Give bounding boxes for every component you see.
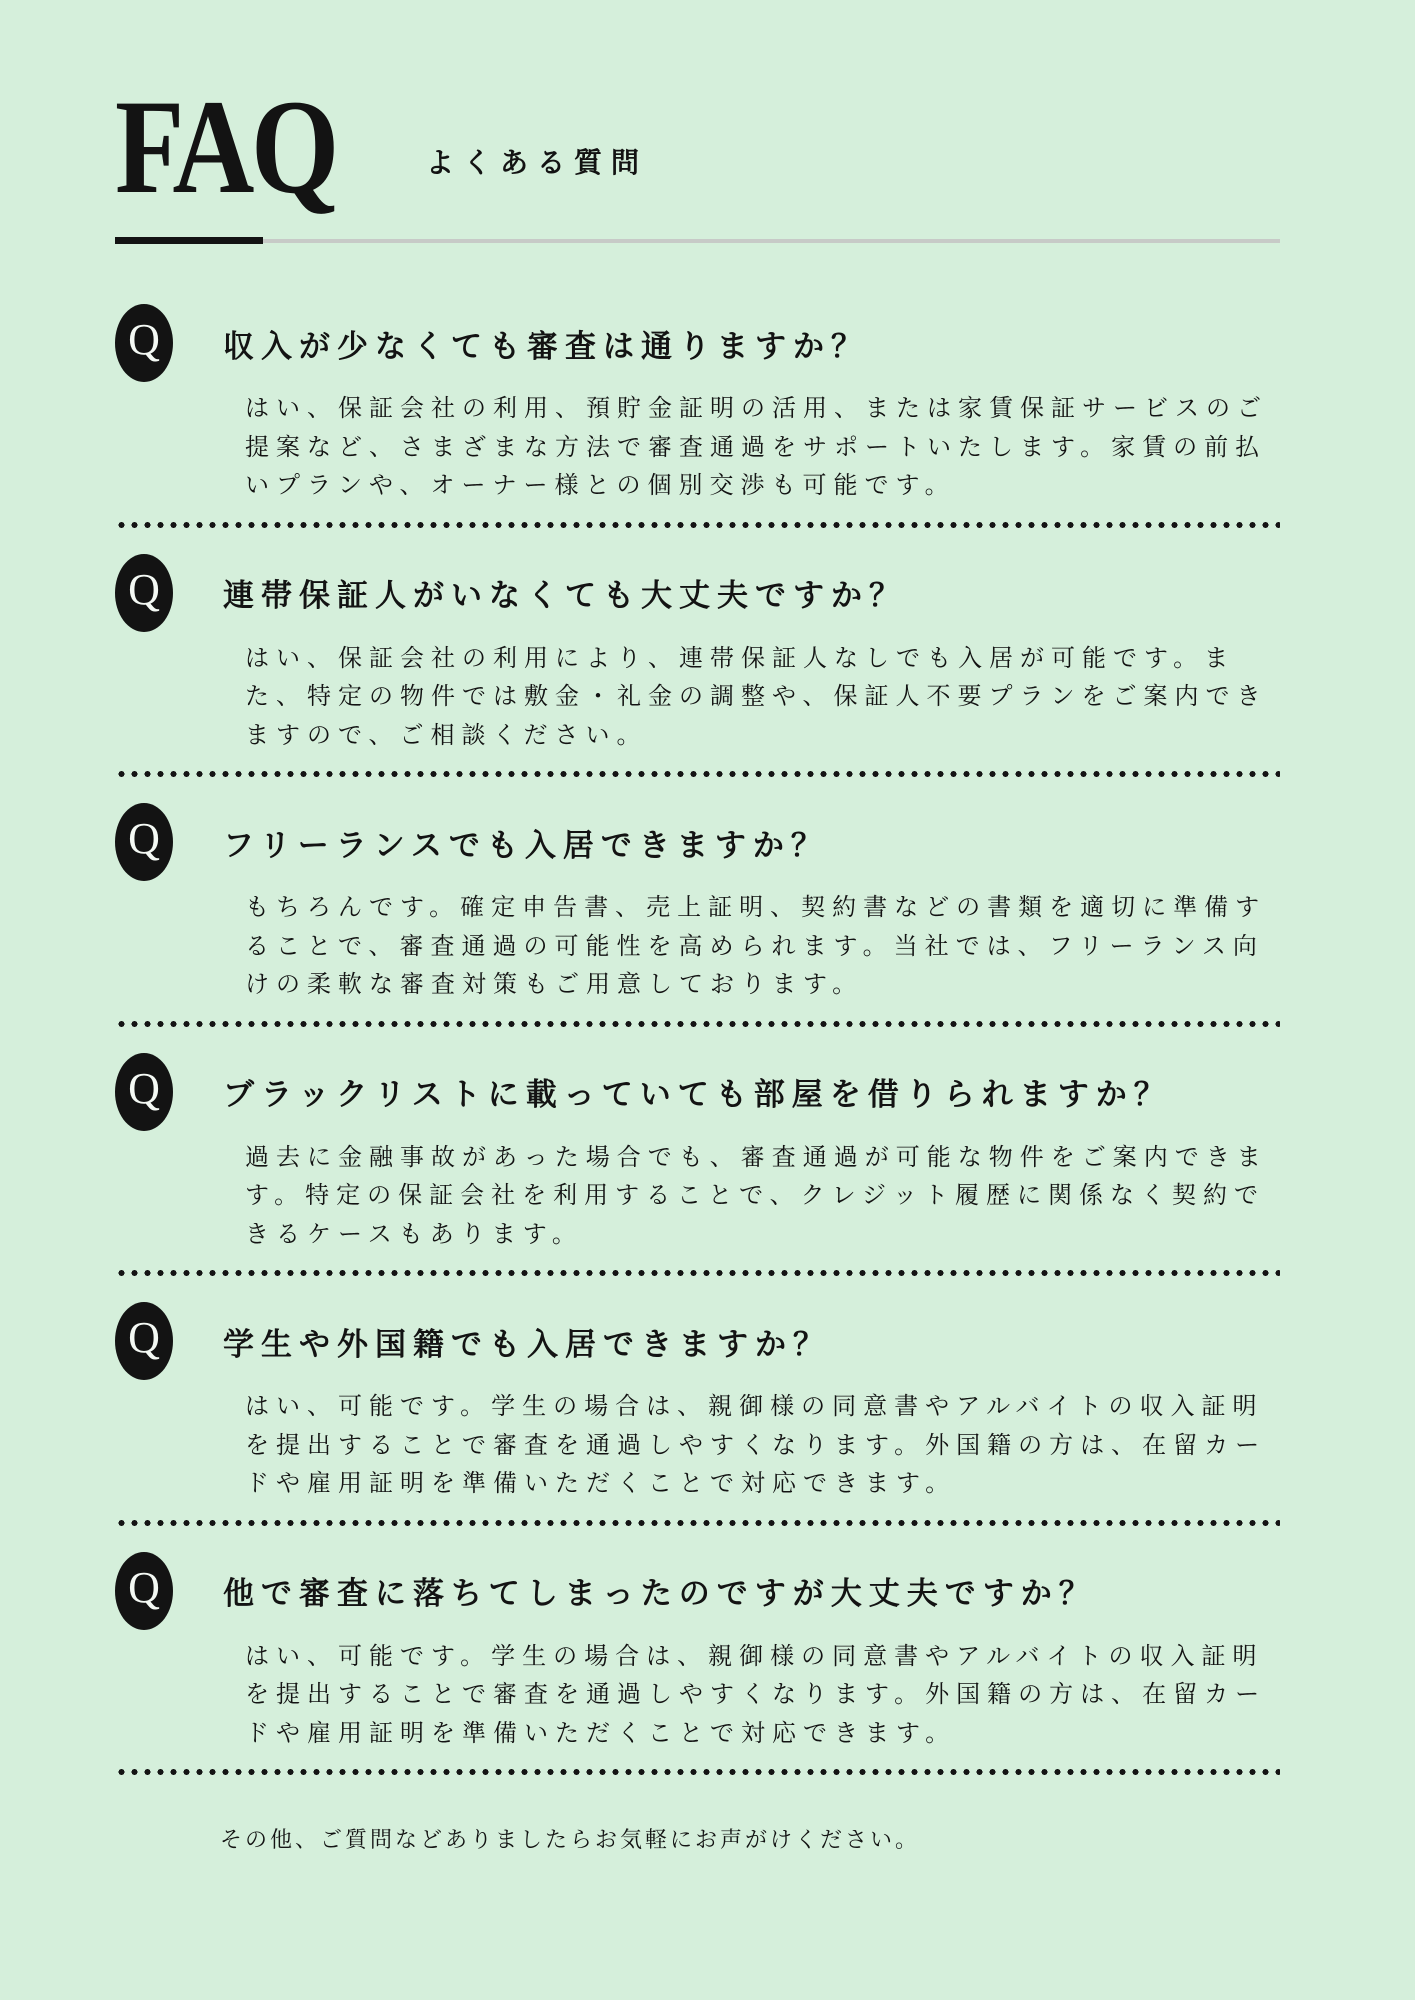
question-row [115, 554, 1280, 632]
q-badge [115, 803, 173, 881]
faq-question: 学生や外国籍でも入居できますか？ [223, 1326, 831, 1362]
faq-answer: はい、保証会社の利用、預貯金証明の活用、または家賃保証サービスのご提案など、さまざまな方法で審査通過をサポートいたします。家賃の前払いプランや、オーナー様との個別交渉も可能です。 [245, 395, 1268, 499]
question-row [115, 304, 1280, 382]
dotted-divider [115, 1520, 1280, 1526]
faq-question: 連帯保証人がいなくても大丈夫ですか？ [223, 578, 907, 613]
q-badge-letter: Q [128, 1562, 160, 1612]
faq-answer: はい、保証会社の利用により、連帯保証人なしでも入居が可能です。また、特定の物件では敷金・礼金の調整や、保証人不要プランをご案内できますので、ご相談ください。 [245, 644, 1268, 749]
content-area [115, 73, 1280, 1854]
q-badge-letter: Q [128, 1313, 160, 1362]
dotted-divider [115, 1769, 1280, 1775]
faq-item [115, 304, 1280, 528]
footer-note: その他、ご質問などありましたらお気軽にお声がけください。 [220, 1827, 921, 1852]
header-divider-black-segment [115, 237, 263, 244]
q-badge [115, 1302, 173, 1380]
title-row [115, 73, 1280, 222]
question-row [115, 1552, 1280, 1630]
faq-item [115, 803, 1280, 1027]
faq-item [115, 1302, 1280, 1526]
dotted-divider [115, 1270, 1280, 1276]
question-row [115, 803, 1280, 881]
faq-answer: はい、可能です。学生の場合は、親御様の同意書やアルバイトの収入証明を提出することで審査を通過しやすくなります。外国籍の方は、在留カードや雇用証明を準備いただくことで対応できます。 [245, 1393, 1267, 1497]
page-title: FAQ [115, 73, 336, 222]
header-divider-gray-segment [263, 239, 1280, 243]
question-row [115, 1053, 1280, 1131]
faq-question: フリーランスでも入居できますか？ [223, 827, 829, 863]
faq-answer: はい、可能です。学生の場合は、親御様の同意書やアルバイトの収入証明を提出することで審査を通過しやすくなります。外国籍の方は、在留カードや雇用証明を準備いただくことで対応できます。 [245, 1642, 1267, 1747]
q-badge [115, 1053, 173, 1131]
q-badge-letter: Q [128, 315, 160, 364]
faq-question: 収入が少なくても審査は通りますか？ [223, 328, 869, 364]
q-badge-letter: Q [128, 1063, 160, 1113]
faq-item [115, 554, 1280, 778]
page-subtitle: よくある質問 [425, 147, 648, 178]
faq-question: ブラックリストに載っていても部屋を借りられますか？ [223, 1077, 1172, 1112]
faq-item [115, 1552, 1280, 1776]
q-badge [115, 554, 173, 632]
dotted-divider [115, 1021, 1280, 1027]
q-badge [115, 304, 173, 382]
question-row [115, 1302, 1280, 1380]
q-badge-letter: Q [128, 814, 160, 863]
faq-answer: もちろんです。確定申告書、売上証明、契約書などの書類を適切に準備することで、審査通過の可能性を高められます。当社では、フリーランス向けの柔軟な審査対策もご用意しております。 [245, 894, 1267, 998]
faq-answer: 過去に金融事故があった場合でも、審査通過が可能な物件をご案内できます。特定の保証会社を利用することで、クレジット履歴に関係なく契約できるケースもあります。 [245, 1143, 1268, 1248]
faq-list [115, 304, 1280, 1775]
dotted-divider [115, 771, 1280, 777]
q-badge-letter: Q [128, 564, 160, 614]
dotted-divider [115, 522, 1280, 528]
q-badge [115, 1552, 173, 1630]
faq-item [115, 1053, 1280, 1277]
header [115, 73, 1280, 244]
header-divider [115, 237, 1280, 244]
faq-question: 他で審査に落ちてしまったのですが大丈夫ですか？ [223, 1576, 1097, 1611]
